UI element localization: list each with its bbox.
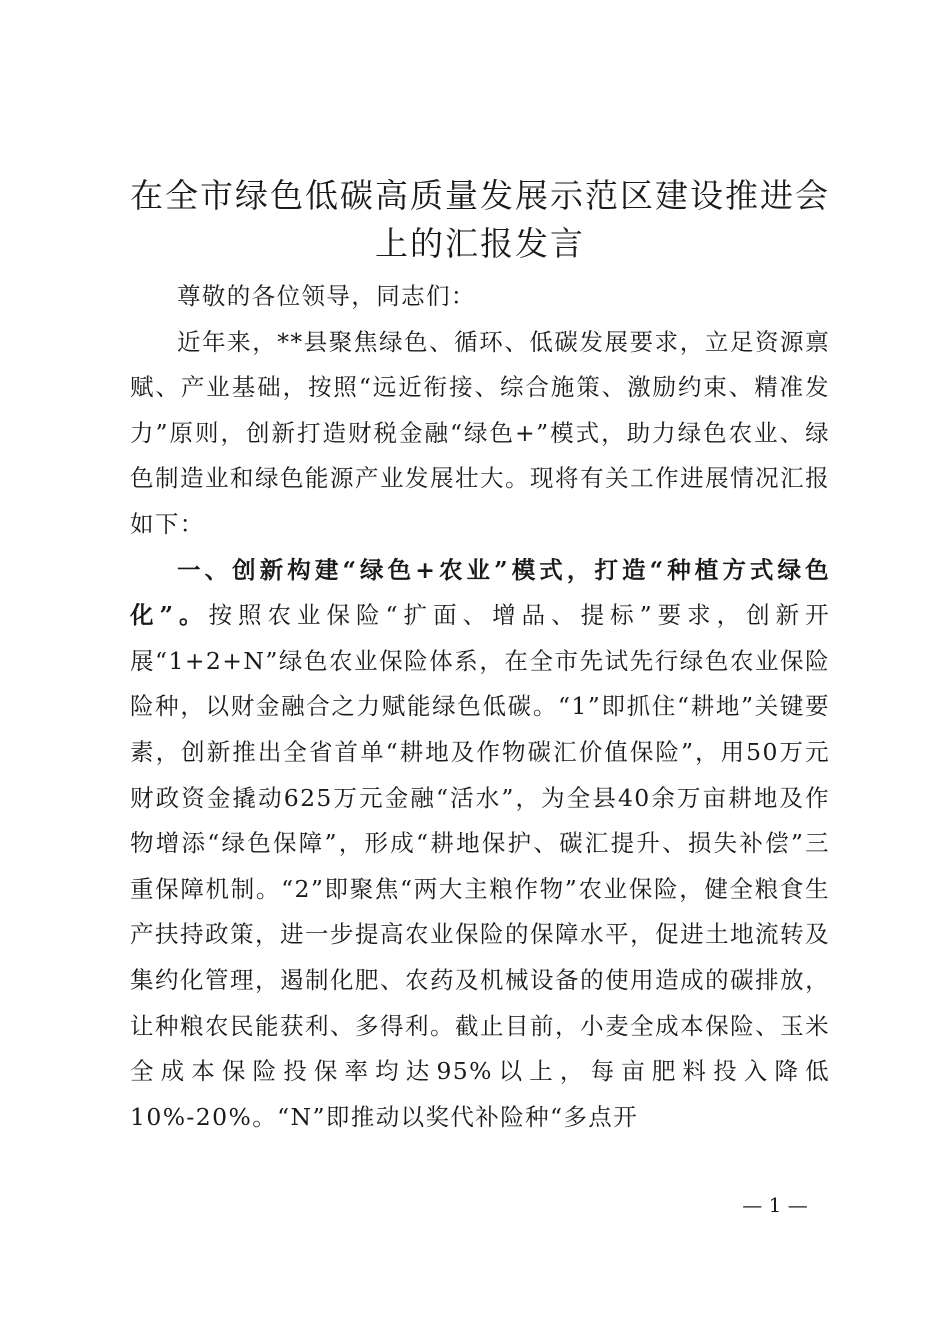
intro-paragraph: 近年来，**县聚焦绿色、循环、低碳发展要求，立足资源禀赋、产业基础，按照“远近衔接、综合施策、激励约束、精准发力”原则，创新打造财税金融“绿色+”模式，助力绿色农业、绿色制造业和绿色能源产业发展壮大。现将有关工作进展情况汇报如下：: [130, 327, 830, 538]
salutation: 尊敬的各位领导，同志们：: [177, 282, 476, 310]
section-1-body: 按照农业保险“扩面、增品、提标”要求，创新开展“1+2+N”绿色农业保险体系，在全市先试先行绿色农业保险险种，以财金融合之力赋能绿色低碳。“1”即抓住“耕地”关键要素，创新推出全省首单“耕地及作物碳汇价值保险”，用50万元财政资金撬动625万元金融“活水”，为全县40余万亩耕地及作物增添“绿色保障”，形成“耕地保护、碳汇提升、损失补偿”三重保障机制。“2”即聚焦“两大主粮作物”农业保险，健全粮食生产扶持政策，进一步提高农业保险的保障水平，促进土地流转及集约化管理，遏制化肥、农药及机械设备的使用造成的碳排放，让种粮农民能获利、多得利。截止目前，小麦全成本保险、玉米全成本保险投保率均达95%以上，每亩肥料投入降低10%-20%。“N”即推动以奖代补险种“多点开: [130, 601, 831, 1131]
section-1-heading: 一、创新构建“绿色+农业”模式，打造“种植方式绿色化”。: [130, 555, 830, 630]
document-body: [130, 274, 830, 1140]
document-title: [120, 172, 840, 268]
title-line-1: 在全市绿色低碳高质量发展示范区建设推进会: [130, 176, 830, 215]
section-1-paragraph: [130, 548, 830, 1141]
title-line-2: 上的汇报发言: [375, 224, 585, 263]
page-number: — 1 —: [742, 1193, 808, 1217]
